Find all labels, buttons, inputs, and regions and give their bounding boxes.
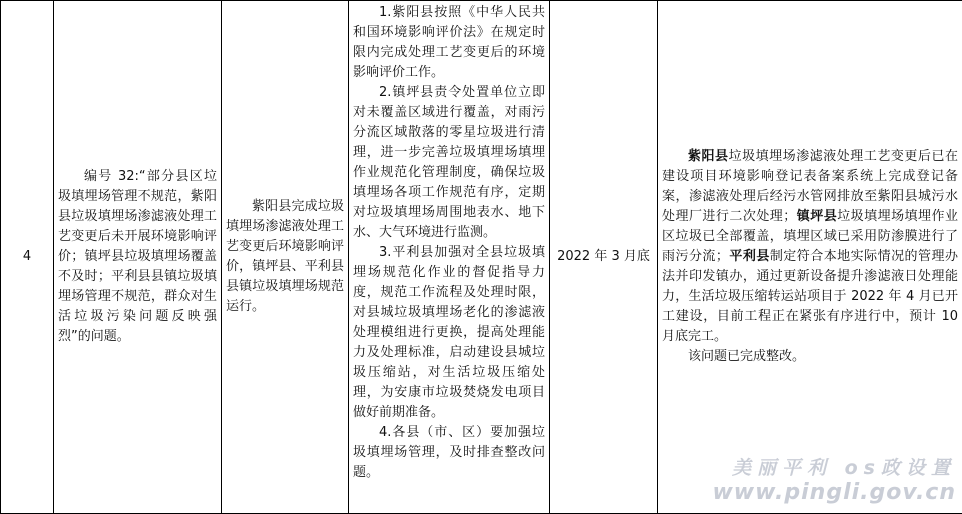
target-text: 紫阳县完成垃圾填埋场渗滤液处理工艺变更后环境影响评价，镇坪县、平利县县镇垃圾填埋场规范运行。 <box>226 197 344 317</box>
watermark-url: www.pingli.gov.cn <box>712 480 956 506</box>
county-name-zhenping: 镇坪县 <box>796 209 837 224</box>
progress-text <box>662 147 958 347</box>
measure-item: 3.平利县加强对全县垃圾填埋场规范化作业的督促指导力度，规范工作流程及处理时限，对县城垃圾填埋场老化的渗滤液处理模组进行更换，提高处理能力及处理标准，启动建设县城垃圾压缩站，对生活垃圾压缩处理，为安康市垃圾焚烧发电项目做好前期准备。 <box>353 243 545 423</box>
row-number: 4 <box>1 1 54 514</box>
pingli-progress: 制定符合本地实际情况的管理办法并印发镇办，通过更新设备提升渗滤液日处理能力，生活垃圾压缩转运站项目于 2022 年 4 月已开工建设，目前工程正在紧张有序进行中，预计 10 月底完工。 <box>662 249 958 344</box>
ziyang-progress: 垃圾填埋场渗滤液处理工艺变更后已在建设项目环境影响登记表备案系统上完成登记备案，渗滤液处理后经污水管网排放至紫阳县城污水处理厂进行二次处理； <box>662 149 958 224</box>
progress-conclusion: 该问题已完成整改。 <box>662 347 958 367</box>
measure-item: 4.各县（市、区）要加强垃圾填埋场管理，及时排查整改问题。 <box>353 423 545 483</box>
watermark-title: 美丽平利 os政设置 <box>712 456 956 480</box>
issue-text: 编号 32:“部分县区垃圾填埋场管理不规范，紫阳县垃圾填埋场渗滤液处理工艺变更后未开展环境影响评价；镇坪县垃圾填埋场覆盖不及时；平利县县镇垃圾填埋场管理不规范，群众对生活垃圾污染问题反映强烈”的问题。 <box>58 167 217 347</box>
progress-cell <box>658 1 962 514</box>
issue-cell <box>54 1 222 514</box>
table-row <box>1 1 962 514</box>
deadline-cell: 2022 年 3 月底 <box>550 1 658 514</box>
measure-item: 1.紫阳县按照《中华人民共和国环境影响评价法》在规定时限内完成处理工艺变更后的环境影响评价工作。 <box>353 3 545 83</box>
target-cell <box>222 1 349 514</box>
measure-item: 2.镇坪县责令处置单位立即对未覆盖区域进行覆盖，对雨污分流区域散落的零星垃圾进行清理，进一步完善垃圾填埋场填埋作业规范化管理制度，确保垃圾填埋场各项工作规范有序，定期对垃圾填埋场周围地表水、地下水、大气环境进行监测。 <box>353 83 545 243</box>
county-name-ziyang: 紫阳县 <box>688 149 729 164</box>
zhenping-progress: 垃圾填埋场填埋作业区垃圾已全部覆盖，填埋区域已采用防渗膜进行了雨污分流； <box>662 209 958 264</box>
measures-cell <box>349 1 550 514</box>
county-name-pingli: 平利县 <box>729 249 770 264</box>
